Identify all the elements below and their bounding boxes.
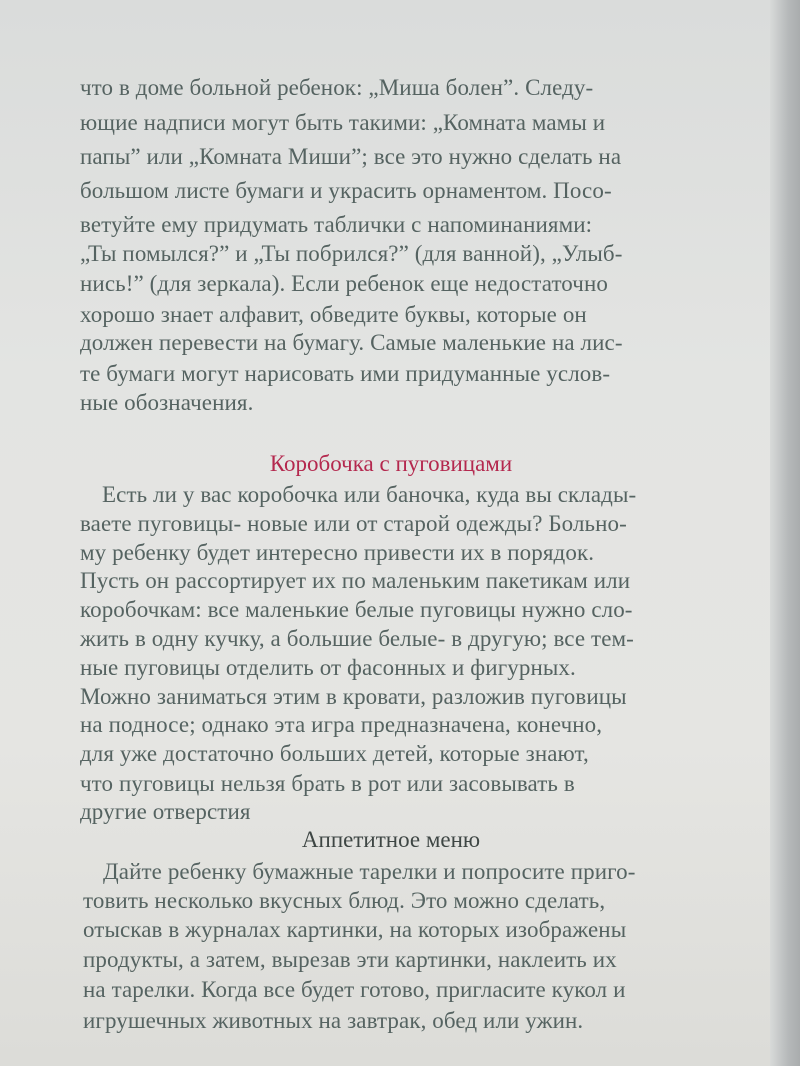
- text-line: что пуговицы нельзя брать в рот или засовывать в: [80, 771, 575, 796]
- text-line: Можно заниматься этим в кровати, разложив пуговицы: [80, 684, 627, 709]
- text-line: му ребенку будет интересно привести их в порядок.: [80, 540, 595, 565]
- text-line: коробочкам: все маленькие белые пуговицы нужно сло-: [80, 597, 633, 622]
- section-heading-menu: Аппетитное меню: [301, 827, 481, 852]
- page-edge-shadow: [770, 0, 800, 1066]
- text-line: отыскав в журналах картинки, на которых изображены: [83, 917, 627, 942]
- text-line: ные обозначения.: [80, 390, 254, 415]
- text-line: ные пуговицы отделить от фасонных и фигурных.: [80, 655, 576, 680]
- text-line: хорошо знает алфавит, обведите буквы, которые он: [80, 302, 587, 327]
- text-line: Пусть он рассортирует их по маленьким пакетикам или: [80, 568, 631, 593]
- text-line: папы” или „Комната Миши”; все это нужно сделать на: [80, 144, 622, 169]
- text-line: большом листе бумаги и украсить орнаментом. Посо-: [80, 178, 612, 203]
- text-line: на тарелки. Когда все будет готово, пригласите кукол и: [83, 977, 626, 1002]
- text-line: на подносе; однако эта игра предназначена, конечно,: [80, 712, 603, 737]
- text-line: для уже достаточно больших детей, которые знают,: [80, 741, 589, 766]
- text-line: игрушечных животных на завтрак, обед или ужин.: [83, 1008, 584, 1033]
- text-line: жить в одну кучку, а большие белые- в другую; все тем-: [80, 626, 634, 651]
- text-line: другие отверстия: [80, 799, 251, 824]
- text-line: нись!” (для зеркала). Если ребенок еще недостаточно: [80, 271, 608, 296]
- section-heading-buttons: Коробочка с пуговицами: [269, 451, 513, 476]
- text-line: что в доме больной ребенок: „Миша болен”. Следу-: [80, 75, 594, 100]
- text-line: товить несколько вкусных блюд. Это можно сделать,: [83, 888, 606, 913]
- text-line: „Ты помылся?” и „Ты побрился?” (для ванной), „Улыб-: [80, 241, 623, 266]
- text-line: те бумаги могут нарисовать ими придуманные услов-: [80, 361, 611, 386]
- text-line: ваете пуговицы- новые или от старой одежды? Больно-: [80, 511, 627, 536]
- text-line: Дайте ребенку бумажные тарелки и попросите приго-: [103, 859, 636, 884]
- text-line: ветуйте ему придумать таблички с напоминаниями:: [80, 212, 593, 237]
- text-line: должен перевести на бумагу. Самые маленькие на лис-: [80, 330, 623, 355]
- text-line: ющие надписи могут быть такими: „Комната мамы и: [80, 110, 606, 135]
- text-line: продукты, а затем, вырезав эти картинки, наклеить их: [83, 947, 617, 972]
- text-line: Есть ли у вас коробочка или баночка, куда вы склады-: [102, 482, 637, 507]
